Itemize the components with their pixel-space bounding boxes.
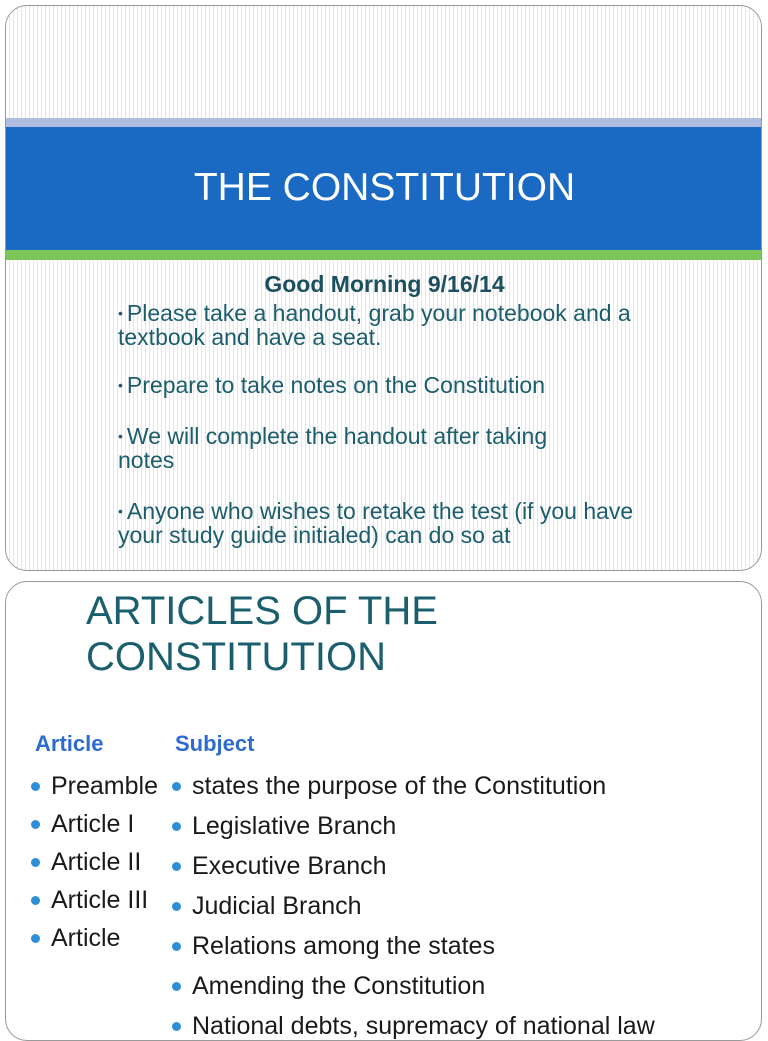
slide-heading: ARTICLES OF THE CONSTITUTION [86,589,438,679]
slide-title: THE CONSTITUTION [193,166,576,209]
greeting-subhead: Good Morning 9/16/14 [264,271,505,297]
subject-list [172,770,752,1041]
subject-item: Relations among the states [172,930,752,963]
article-item: Preamble [31,770,159,803]
agenda-item: • We will complete the handout after taking notes [118,423,548,473]
bullet-dot-icon: • [118,503,123,519]
article-item: Article III [31,884,159,917]
article-item: Article II [31,846,159,879]
subject-column-header: Subject [175,731,255,756]
slide-2 [5,581,762,1041]
subject-item: Legislative Branch [172,810,752,843]
subject-item: states the purpose of the Constitution [172,770,752,803]
subject-item: National debts, supremacy of national law [172,1010,752,1041]
subject-item: Judicial Branch [172,890,752,923]
subject-item: Amending the Constitution [172,970,752,1003]
article-item: Article [31,922,159,955]
agenda-item: • Prepare to take notes on the Constitution [118,372,546,398]
agenda-list [118,301,658,547]
subject-item: Executive Branch [172,850,752,883]
agenda-item: • Please take a handout, grab your notebook and a textbook and have a seat. [118,300,631,350]
bullet-dot-icon: • [118,377,123,393]
article-column-header: Article [35,731,104,756]
bullet-dot-icon: • [118,428,123,444]
bullet-dot-icon: • [118,305,123,321]
agenda-item: • Anyone who wishes to retake the test (if you have your study guide initialed) can do so at [118,498,634,548]
title-bottom-stripe [6,250,761,260]
article-item: Article I [31,808,159,841]
title-top-stripe [6,118,761,127]
slide-1 [5,5,762,571]
article-list [31,770,159,960]
